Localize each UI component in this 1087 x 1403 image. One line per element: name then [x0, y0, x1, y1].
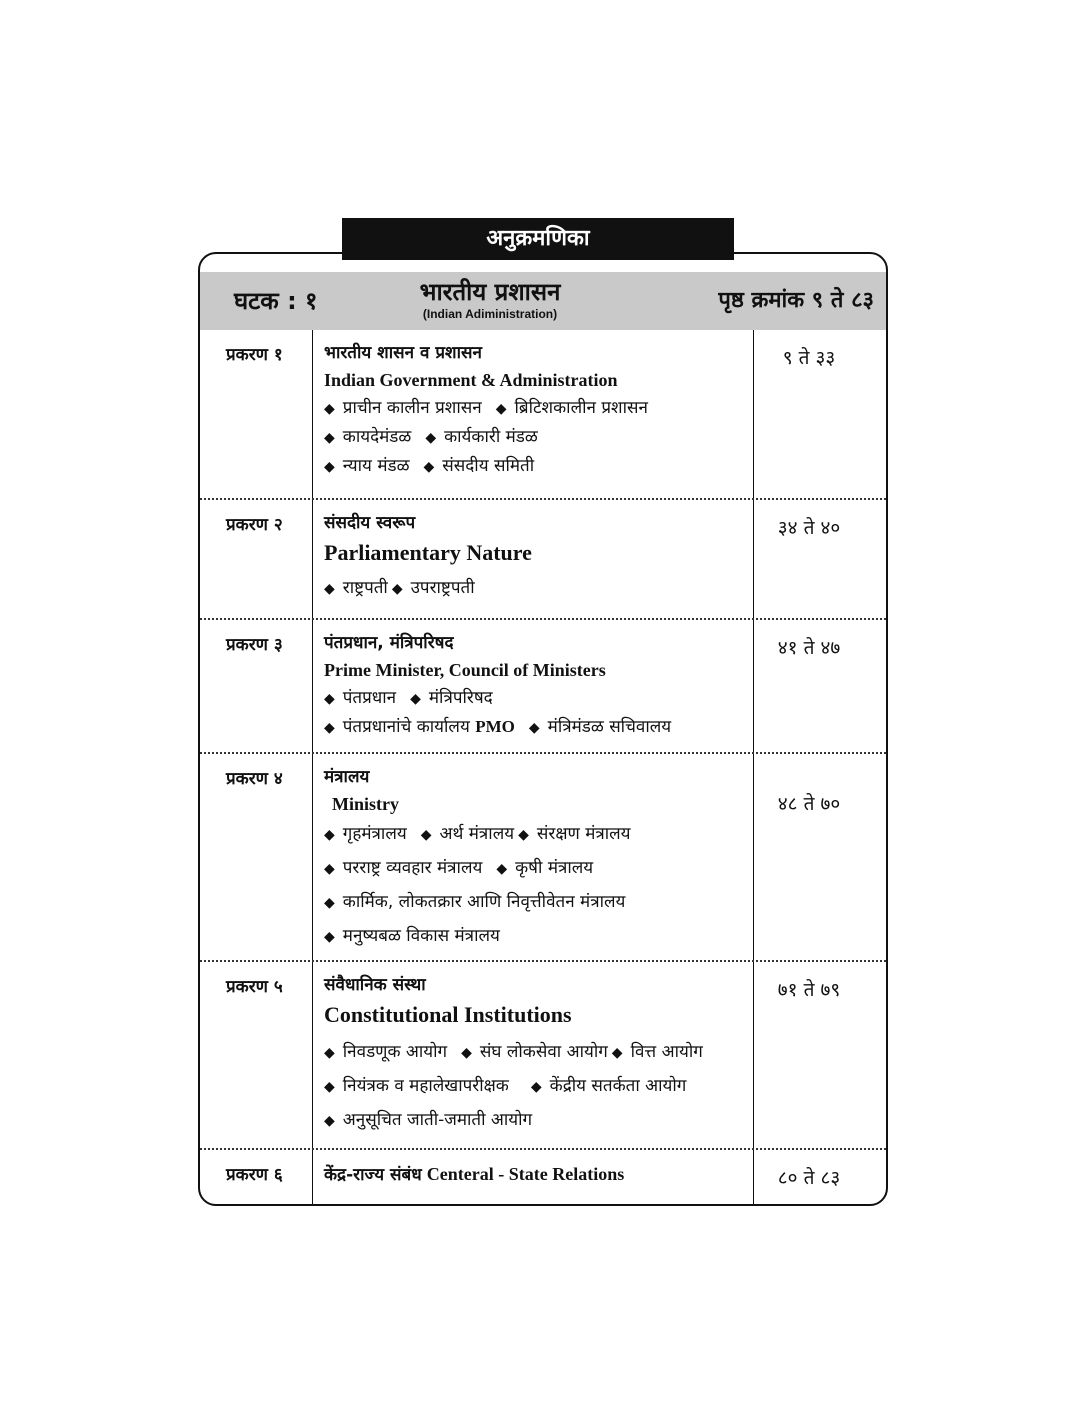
topic: उपराष्ट्रपती	[410, 578, 475, 598]
topic: प्राचीन कालीन प्रशासन	[342, 398, 482, 418]
unit-label: घटक : १	[234, 287, 318, 315]
diamond-bullet-icon: ◆	[495, 401, 507, 417]
topic-line	[324, 1036, 748, 1070]
topic: कार्मिक, लोकतक्रार आणि निवृत्तीवेतन मंत्रालय	[342, 892, 626, 912]
topic: अनुसूचित जाती-जमाती आयोग	[342, 1110, 533, 1130]
chapter-pages: ७१ ते ७९	[777, 979, 841, 1001]
chapter-content	[324, 340, 748, 481]
chapter-title-en: Ministry	[332, 794, 399, 814]
chapter-title-mr: भारतीय शासन व प्रशासन	[324, 343, 482, 363]
chapter-pages: ४१ ते ४७	[777, 637, 841, 659]
chapter-content	[324, 510, 748, 603]
topic-line	[324, 886, 748, 920]
chapter-label: प्रकरण ३	[226, 635, 283, 655]
chapter-title-mr: केंद्र-राज्य संबंध	[324, 1165, 422, 1185]
topic: केंद्रीय सतर्कता आयोग	[549, 1076, 687, 1096]
diamond-bullet-icon: ◆	[425, 430, 437, 446]
diamond-bullet-icon: ◆	[324, 861, 335, 877]
unit-pages: पृष्ठ क्रमांक ९ ते ८३	[718, 288, 874, 313]
chapter-row-6[interactable]	[200, 1150, 886, 1206]
topic: पंतप्रधान	[342, 688, 397, 708]
diamond-bullet-icon: ◆	[611, 1045, 623, 1061]
diamond-bullet-icon: ◆	[324, 581, 335, 597]
topic-line	[324, 574, 748, 603]
diamond-bullet-icon: ◆	[324, 1079, 335, 1095]
topic: न्याय मंडळ	[342, 456, 410, 476]
diamond-bullet-icon: ◆	[324, 720, 335, 736]
chapter-row-1[interactable]	[200, 330, 886, 500]
topic: मंत्रिपरिषद	[428, 688, 493, 708]
topic-line	[324, 852, 748, 886]
diamond-bullet-icon: ◆	[324, 459, 335, 475]
unit-title: भारतीय प्रशासन	[419, 278, 561, 306]
toc-table	[198, 252, 888, 1206]
chapter-label: प्रकरण ५	[226, 977, 283, 997]
diamond-bullet-icon: ◆	[324, 827, 335, 843]
chapter-title-mr: पंतप्रधान, मंत्रिपरिषद	[324, 633, 454, 653]
topic: निवडणूक आयोग	[342, 1042, 448, 1062]
chapter-row-5[interactable]	[200, 962, 886, 1150]
chapter-title-en: Parliamentary Nature	[324, 540, 532, 565]
chapter-row-4[interactable]	[200, 754, 886, 962]
diamond-bullet-icon: ◆	[530, 1079, 542, 1095]
diamond-bullet-icon: ◆	[324, 401, 335, 417]
diamond-bullet-icon: ◆	[324, 430, 335, 446]
topic: पंतप्रधानांचे कार्यालय	[342, 717, 470, 737]
topic-line	[324, 713, 748, 742]
chapter-title-en: Prime Minister, Council of Ministers	[324, 660, 606, 680]
topic-line	[324, 452, 748, 481]
topic: कायदेमंडळ	[342, 427, 412, 447]
chapter-content	[324, 1162, 748, 1188]
chapter-content	[324, 972, 748, 1138]
chapter-label: प्रकरण ६	[226, 1165, 283, 1185]
chapter-content	[324, 630, 748, 742]
topic: गृहमंत्रालय	[342, 824, 407, 844]
chapter-pages: ४८ ते ७०	[777, 793, 841, 815]
chapter-title-mr: संसदीय स्वरूप	[324, 513, 416, 533]
unit-title-block	[390, 278, 590, 322]
diamond-bullet-icon: ◆	[461, 1045, 472, 1061]
topic: अर्थ मंत्रालय	[439, 824, 515, 844]
chapter-pages: ३४ ते ४०	[777, 517, 841, 539]
diamond-bullet-icon: ◆	[324, 1045, 335, 1061]
chapter-title-mr: मंत्रालय	[324, 767, 370, 787]
diamond-bullet-icon: ◆	[423, 459, 435, 475]
diamond-bullet-icon: ◆	[324, 929, 335, 945]
diamond-bullet-icon: ◆	[324, 1113, 335, 1129]
topic: संसदीय समिती	[442, 456, 535, 476]
diamond-bullet-icon: ◆	[324, 895, 335, 911]
diamond-bullet-icon: ◆	[420, 827, 432, 843]
topic: संरक्षण मंत्रालय	[536, 824, 631, 844]
chapter-label: प्रकरण २	[226, 515, 283, 535]
chapter-pages: ८० ते ८३	[777, 1167, 841, 1189]
topic-line	[324, 1104, 748, 1138]
topic: नियंत्रक व महालेखापरीक्षक	[342, 1076, 509, 1096]
diamond-bullet-icon: ◆	[324, 691, 335, 707]
chapter-title-en: Constitutional Institutions	[324, 1002, 572, 1027]
chapter-row-3[interactable]	[200, 620, 886, 754]
topic: परराष्ट्र व्यवहार मंत्रालय	[342, 858, 483, 878]
topic: वित्त आयोग	[630, 1042, 703, 1062]
pmo-abbr: PMO	[475, 717, 515, 736]
chapter-pages: ९ ते ३३	[782, 347, 836, 369]
chapter-label: प्रकरण १	[226, 345, 283, 365]
chapter-title-en: Indian Government & Administration	[324, 370, 618, 390]
unit-subtitle: (Indian Adiministration)	[422, 307, 558, 321]
diamond-bullet-icon: ◆	[391, 581, 403, 597]
chapter-title-mr: संवैधानिक संस्था	[324, 975, 426, 995]
topic-line	[324, 423, 748, 452]
topic: कार्यकारी मंडळ	[444, 427, 538, 447]
diamond-bullet-icon: ◆	[410, 691, 421, 707]
chapter-row-2[interactable]	[200, 500, 886, 620]
topic-line	[324, 1070, 748, 1104]
unit-header	[200, 272, 886, 330]
chapter-label: प्रकरण ४	[226, 769, 283, 789]
topic-line	[324, 920, 748, 954]
diamond-bullet-icon: ◆	[528, 720, 540, 736]
topic: मंत्रिमंडळ सचिवालय	[547, 717, 672, 737]
diamond-bullet-icon: ◆	[496, 861, 508, 877]
chapter-content	[324, 764, 748, 954]
diamond-bullet-icon: ◆	[518, 827, 529, 843]
chapter-title-en: Centeral - State Relations	[426, 1164, 625, 1184]
topic-line	[324, 394, 748, 423]
topic-line	[324, 818, 748, 852]
topic: कृषी मंत्रालय	[515, 858, 594, 878]
topic-line	[324, 684, 748, 713]
topic: ब्रिटिशकालीन प्रशासन	[514, 398, 648, 418]
topic: संघ लोकसेवा आयोग	[479, 1042, 608, 1062]
topic: राष्ट्रपती	[342, 578, 388, 598]
page-title: अनुक्रमणिका	[342, 218, 734, 260]
topic: मनुष्यबळ विकास मंत्रालय	[342, 926, 500, 946]
